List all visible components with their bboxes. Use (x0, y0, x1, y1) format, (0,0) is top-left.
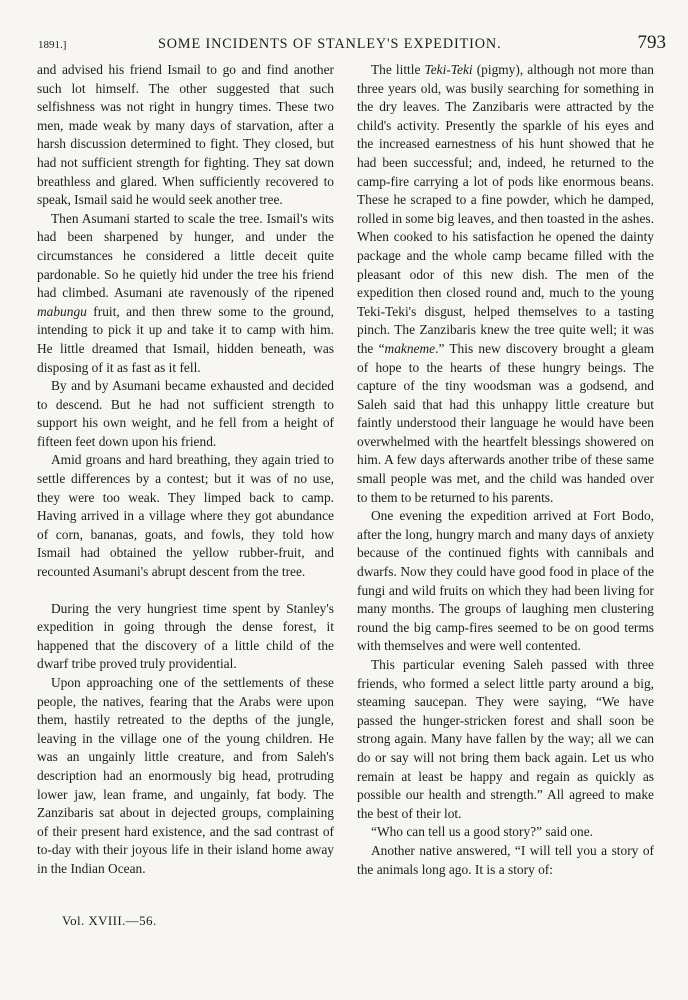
paragraph: By and by Asumani became exhausted and decided to descend. But he had not sufficient strength to support his own weight, and he fell from a height of fifteen feet down upon his friend. (37, 378, 334, 449)
paragraph: Another native answered, “I will tell you a story of the animals long ago. It is a story of: (357, 842, 654, 877)
paragraph: The little Teki-Teki (pigmy), although not more than three years old, was busily searching for something in the dry leaves. The Zanzibaris were attracted by the child's activity. Presently the sparkle of his eyes and the increased earnestness of his hunt showed that he had been successful; and, indeed, he returned to the camp-fire carrying a lot of pods like enormous beans. These he scraped to a fine powder, which he damped, rolled in some big leaves, and then toasted in the ashes. When cooked to his satisfaction he opened the dainty package and the whole camp became filled with the pleasant odor of this new dish. The men of the expedition then closed round and, much to the young Teki-Teki's disgust, helped themselves to a tasting pinch. The Zanzibaris knew the tree quite well; it was the “makneme.” This new discovery brought a gleam of hope to the hearts of these hungry beings. The capture of the tiny woodsman was a godsend, and Saleh said that had this unhappy little creature but faintly understood their language he would have been overwhelmed with the heartfelt blessings showered on him. A few days afterwards another tribe of these same small people was met, and the child was handed over to them to be returned to his parents. (357, 62, 654, 505)
paragraph: One evening the expedition arrived at Fort Bodo, after the long, hungry march and many days of anxiety because of the continued fights with cannibals and dwarfs. Now they could have good food in place of the fungi and wild fruits on which they had been living for many months. The groups of laughing men clustering round the big camp-fires seemed to be on good terms with themselves and were well contented. (357, 508, 654, 654)
italic-term: mabungu (37, 303, 87, 319)
section-gap (37, 582, 334, 600)
paragraph: and advised his friend Ismail to go and find another such lot himself. The other suggested that such selfishness was not right in hungry times. These two men, made weak by many days of starvation, after a harsh discussion determined to fight. They closed, but had not sufficient strength for fighting. They sat down breathless and glared. When sufficiently recovered to speak, Ismail said he would seek another tree. (37, 62, 334, 208)
running-header (38, 34, 666, 58)
header-year: 1891.] (38, 39, 67, 51)
paragraph: Upon approaching one of the settlements of these people, the natives, fearing that the Arabs were upon them, hastily retreated to the depths of the jungle, leaving in the village one of the young children. He was an ungainly little creature, and from Saleh's description had an enormously big head, protruding lower jaw, lean frame, and ungainly, fat body. The Zanzibaris sat about in dejected groups, complaining of their present hard existence, and the sad contrast of to-day with their joyous life in their island home away in the Indian Ocean. (37, 675, 334, 876)
signature-mark: Vol. XVIII.—56. (62, 913, 157, 928)
left-column (37, 61, 334, 879)
right-column (357, 61, 654, 879)
paragraph: “Who can tell us a good story?” said one. (371, 824, 593, 840)
paragraph: Then Asumani started to scale the tree. Ismail's wits had been sharpened by hunger, and under the circumstances he considered a little deceit quite pardonable. So he quietly hid under the tree his friend had climbed. Asumani ate ravenously of the ripened mabungu fruit, and then threw some to the ground, intending to pick it up and take it to camp with him. He little dreamed that Ismail, hidden beneath, was disposing of it as fast as it fell. (37, 210, 334, 375)
header-title: SOME INCIDENTS OF STANLEY'S EXPEDITION. (158, 36, 502, 52)
paragraph: During the very hungriest time spent by Stanley's expedition in going through the dense forest, it happened that the discovery of a little child of the dwarf tribe proved truly providential. (37, 600, 334, 672)
paragraph: This particular evening Saleh passed with three friends, who formed a select little party around a big, steaming saucepan. They were saying, “We have passed the hunger-stricken forest and shall soon be strong again. Many have fallen by the way; all we can do or say will not bring them back again. Let us who remain at least be happy and regain as quickly as possible our health and strength.” All agreed to make the best of their lot. (357, 657, 654, 821)
paragraph: Amid groans and hard breathing, they again tried to settle differences by a contest; but it was of no use, they were too weak. They limped back to camp. Having arrived in a village where they got abundance of corn, bananas, goats, and fowls, they told how Ismail had obtained the yellow rubber-fruit, and recounted Asumani's abrupt descent from the tree. (37, 452, 334, 580)
italic-term: makneme (384, 340, 436, 356)
page-number: 793 (637, 32, 666, 53)
italic-term: Teki-Teki (424, 62, 473, 77)
